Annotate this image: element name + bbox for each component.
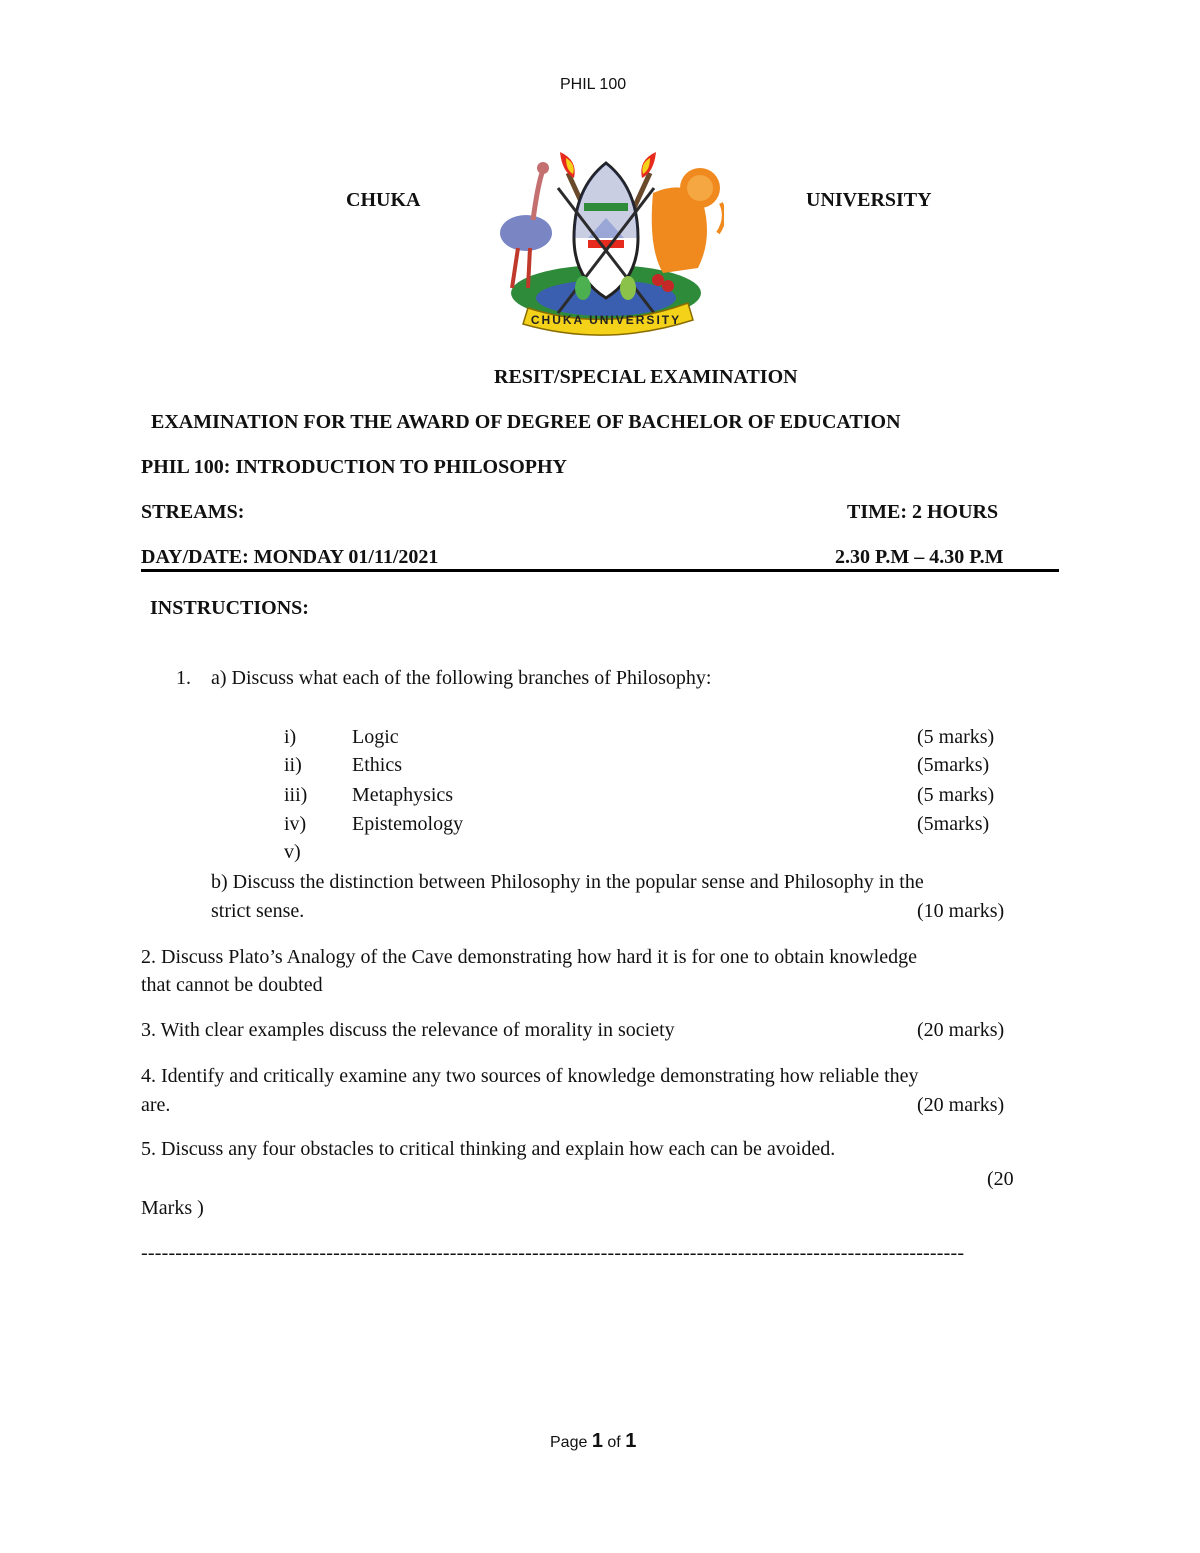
q5-text: 5. Discuss any four obstacles to critical thinking and explain how each can be avoided.: [141, 1138, 836, 1160]
exam-type: RESIT/SPECIAL EXAMINATION: [494, 366, 798, 388]
q4-marks: (20 marks): [917, 1094, 1005, 1116]
q1-part-b-marks: (10 marks): [917, 900, 1005, 922]
page-footer: [550, 1430, 636, 1453]
q1-item-marks: (5marks): [917, 813, 990, 835]
q1-item-num: v): [284, 841, 301, 863]
q1-part-b-line1: b) Discuss the distinction between Philosophy in the popular sense and Philosophy in the: [211, 871, 924, 893]
q5-marks-close: Marks ): [141, 1197, 204, 1219]
q1-item-label: Logic: [352, 726, 399, 748]
exam-day-date: DAY/DATE: MONDAY 01/11/2021: [141, 546, 439, 568]
q4-line1: 4. Identify and critically examine any two sources of knowledge demonstrating how reliable they: [141, 1065, 919, 1087]
q1-number: 1.: [176, 667, 191, 689]
q1-item-num: iv): [284, 813, 307, 835]
q1-item-num: i): [284, 726, 297, 748]
university-crest-logo: [488, 148, 724, 338]
footer-of-word: of: [607, 1434, 621, 1451]
q5-marks-open: (20: [987, 1168, 1014, 1190]
exam-streams: STREAMS:: [141, 501, 245, 523]
q1-item-label: Metaphysics: [352, 784, 454, 806]
q1-item-label: Epistemology: [352, 813, 464, 835]
q1-item-label: Ethics: [352, 754, 402, 776]
header-rule: [141, 569, 1059, 572]
q1-item-marks: (5 marks): [917, 726, 995, 748]
footer-page-word: Page: [550, 1434, 588, 1451]
q2-line2: that cannot be doubted: [141, 974, 323, 996]
end-divider: ------------------------------------------------------------------------------------------------------------------------: [141, 1242, 965, 1264]
q1-item-num: ii): [284, 754, 302, 776]
crest-banner-text: CHUKA UNIVERSITY: [530, 313, 682, 327]
q2-line1: 2. Discuss Plato’s Analogy of the Cave demonstrating how hard it is for one to obtain knowledge: [141, 946, 917, 968]
q1-item-marks: (5 marks): [917, 784, 995, 806]
q1-part-b-line2: strict sense.: [211, 900, 305, 922]
footer-page-total: 1: [625, 1430, 637, 1452]
exam-hours: 2.30 P.M – 4.30 P.M: [835, 546, 1004, 568]
crest-left-word: CHUKA: [346, 189, 421, 211]
exam-time: TIME: 2 HOURS: [847, 501, 999, 523]
course-code-header: PHIL 100: [560, 76, 627, 93]
q1-part-a: a) Discuss what each of the following branches of Philosophy:: [211, 667, 712, 689]
q1-item-num: iii): [284, 784, 308, 806]
q3-marks: (20 marks): [917, 1019, 1005, 1041]
q4-line2: are.: [141, 1094, 171, 1116]
exam-award: EXAMINATION FOR THE AWARD OF DEGREE OF BACHELOR OF EDUCATION: [151, 411, 901, 433]
q3-text: 3. With clear examples discuss the relevance of morality in society: [141, 1019, 675, 1041]
exam-course: PHIL 100: INTRODUCTION TO PHILOSOPHY: [141, 456, 567, 478]
crest-right-word: UNIVERSITY: [806, 189, 932, 211]
q1-item-marks: (5marks): [917, 754, 990, 776]
instructions-label: INSTRUCTIONS:: [150, 597, 309, 619]
footer-page-num: 1: [591, 1430, 603, 1452]
